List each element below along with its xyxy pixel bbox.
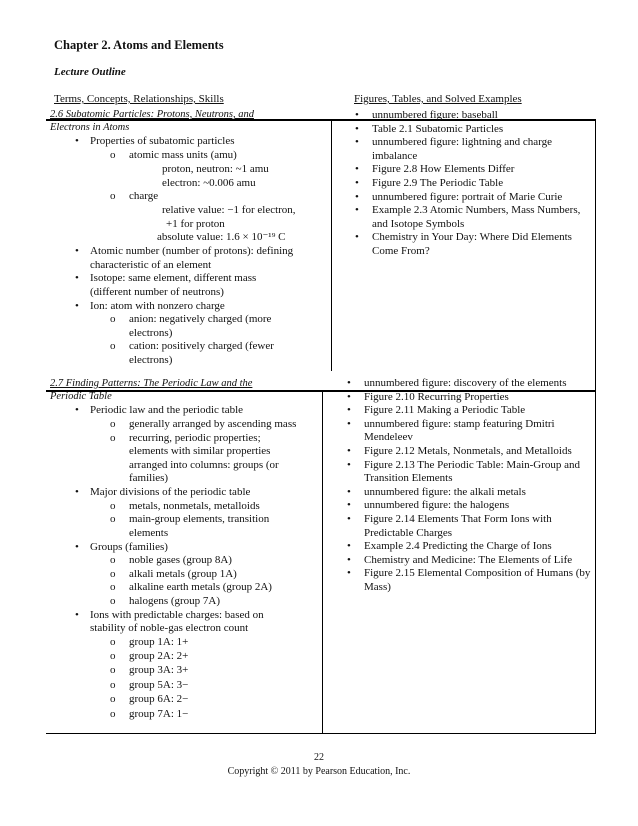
outline-line: stability of noble-gas electron count <box>90 622 249 634</box>
section-heading-2-7: 2.7 Finding Patterns: The Periodic Law and the Periodic Table <box>50 378 253 402</box>
outline-line: halogens (group 7A) <box>129 595 221 607</box>
bullet-glyph: • <box>75 135 79 147</box>
outline-line: (different number of neutrons) <box>90 286 224 298</box>
right-column-heading: Figures, Tables, and Solved Examples <box>354 93 522 105</box>
circle-glyph: o <box>110 708 116 720</box>
circle-glyph: o <box>110 636 116 648</box>
outline-line: elements <box>129 527 169 539</box>
outline-line: relative value: −1 for electron, <box>162 204 296 216</box>
circle-glyph: o <box>110 693 116 705</box>
figure-list-item: • Example 2.4 Predicting the Charge of Ions <box>347 540 552 553</box>
outline-line: families) <box>129 472 169 484</box>
figure-list-item: • Figure 2.14 Elements That Form Ions with Predictable Charges <box>347 512 552 539</box>
lecture-outline-label: Lecture Outline <box>54 66 126 78</box>
bullet-glyph: • <box>75 541 79 553</box>
outline-line: absolute value: 1.6 × 10⁻¹⁹ C <box>157 231 286 243</box>
outline-line: arranged into columns: groups (or <box>129 459 279 471</box>
outline-line: Properties of subatomic particles <box>90 135 235 147</box>
outline-line: alkaline earth metals (group 2A) <box>129 581 272 593</box>
outline-line: proton, neutron: ~1 amu <box>162 163 269 175</box>
bullet-glyph: • <box>75 609 79 621</box>
figure-list-item: • Table 2.1 Subatomic Particles <box>355 122 504 135</box>
bullet-glyph: • <box>75 300 79 312</box>
outline-line: noble gases (group 8A) <box>129 554 232 566</box>
circle-glyph: o <box>110 432 116 444</box>
figure-list-item: • Chemistry in Your Day: Where Did Elements Come From? <box>355 231 572 257</box>
outline-line: Periodic law and the periodic table <box>90 404 244 416</box>
outline-line: atomic mass units (amu) <box>129 149 237 161</box>
bullet-glyph: • <box>75 404 79 416</box>
outline-line: cation: positively charged (fewer <box>129 340 274 352</box>
figure-list-item: • unnumbered figure: discovery of the elements <box>347 377 567 389</box>
circle-glyph: o <box>110 650 116 662</box>
outline-line: group 2A: 2+ <box>129 650 189 662</box>
figure-list-item: • unnumbered figure: stamp featuring Dmitri Mendeleev <box>347 417 555 444</box>
figure-list-item: • unnumbered figure: baseball <box>355 109 498 121</box>
circle-glyph: o <box>110 554 116 566</box>
table-right-border <box>595 120 596 734</box>
circle-glyph: o <box>110 313 116 325</box>
circle-glyph: o <box>110 418 116 430</box>
circle-glyph: o <box>110 581 116 593</box>
outline-line: main-group elements, transition <box>129 513 270 525</box>
figure-list-item: • Figure 2.12 Metals, Nonmetals, and Metalloids <box>347 444 572 457</box>
outline-line: group 7A: 1− <box>129 708 189 720</box>
section-heading-2-6: 2.6 Subatomic Particles: Protons, Neutrons, and Electrons in Atoms <box>50 109 254 133</box>
outline-line: charge <box>129 190 159 202</box>
figure-list-item: • Figure 2.11 Making a Periodic Table <box>347 404 526 417</box>
figure-list-item: • Figure 2.15 Elemental Composition of Humans (by Mass) <box>347 567 591 593</box>
outline-line: alkali metals (group 1A) <box>129 568 237 580</box>
outline-line: group 3A: 3+ <box>129 664 189 676</box>
circle-glyph: o <box>110 568 116 580</box>
table-border-bottom <box>46 733 596 734</box>
figure-list-item: • Figure 2.10 Recurring Properties <box>347 390 509 403</box>
figure-list-item: • Example 2.3 Atomic Numbers, Mass Numbers, and Isotope Symbols <box>355 204 581 230</box>
outline-line: Ion: atom with nonzero charge <box>90 300 225 312</box>
outline-line: anion: negatively charged (more <box>129 313 272 325</box>
bullet-glyph: • <box>75 245 79 257</box>
table-column-divider-1 <box>331 120 332 371</box>
circle-glyph: o <box>110 190 116 202</box>
outline-line: Groups (families) <box>90 541 168 553</box>
outline-line: Major divisions of the periodic table <box>90 486 251 498</box>
outline-line: metals, nonmetals, metalloids <box>129 500 260 512</box>
table-column-divider-2 <box>322 392 323 733</box>
figure-list-item: • unnumbered figure: lightning and charge imbalance <box>355 136 553 162</box>
figure-list-item: • unnumbered figure: the alkali metals <box>347 485 526 498</box>
figure-list-item: • Chemistry and Medicine: The Elements of Life <box>347 553 573 566</box>
bullet-glyph: • <box>75 486 79 498</box>
copyright-notice: Copyright © 2011 by Pearson Education, Inc. <box>227 766 411 777</box>
outline-line: group 6A: 2− <box>129 693 189 705</box>
outline-line: electron: ~0.006 amu <box>162 177 256 189</box>
outline-line: Isotope: same element, different mass <box>90 272 257 284</box>
circle-glyph: o <box>110 340 116 352</box>
figures-list-2-6 <box>352 109 592 259</box>
outline-line: Atomic number (number of protons): defining <box>90 245 294 257</box>
bullet-glyph: • <box>75 272 79 284</box>
outline-line: group 1A: 1+ <box>129 636 189 648</box>
figure-list-item: • Figure 2.13 The Periodic Table: Main-Group and Transition Elements <box>347 458 581 485</box>
outline-line: electrons) <box>129 354 173 366</box>
figures-list-2-7 <box>344 377 592 595</box>
chapter-title: Chapter 2. Atoms and Elements <box>54 38 224 52</box>
outline-line: recurring, periodic properties; <box>129 432 261 444</box>
circle-glyph: o <box>110 679 116 691</box>
figure-list-item: • unnumbered figure: portrait of Marie Curie <box>355 190 563 203</box>
left-column-heading: Terms, Concepts, Relationships, Skills <box>54 93 224 105</box>
outline-line: +1 for proton <box>166 218 225 230</box>
circle-glyph: o <box>110 500 116 512</box>
outline-line: elements with similar properties <box>129 445 271 457</box>
figure-list-item: • Figure 2.8 How Elements Differ <box>355 163 515 176</box>
page-number: 22 <box>314 752 324 763</box>
circle-glyph: o <box>110 664 116 676</box>
outline-line: electrons) <box>129 327 173 339</box>
figure-list-item: • Figure 2.9 The Periodic Table <box>355 176 504 189</box>
circle-glyph: o <box>110 513 116 525</box>
outline-line: Ions with predictable charges: based on <box>90 609 264 621</box>
circle-glyph: o <box>110 149 116 161</box>
circle-glyph: o <box>110 595 116 607</box>
outline-line: group 5A: 3− <box>129 679 189 691</box>
outline-line: generally arranged by ascending mass <box>129 418 297 430</box>
outline-line: characteristic of an element <box>90 259 212 271</box>
figure-list-item: • unnumbered figure: the halogens <box>347 499 510 512</box>
